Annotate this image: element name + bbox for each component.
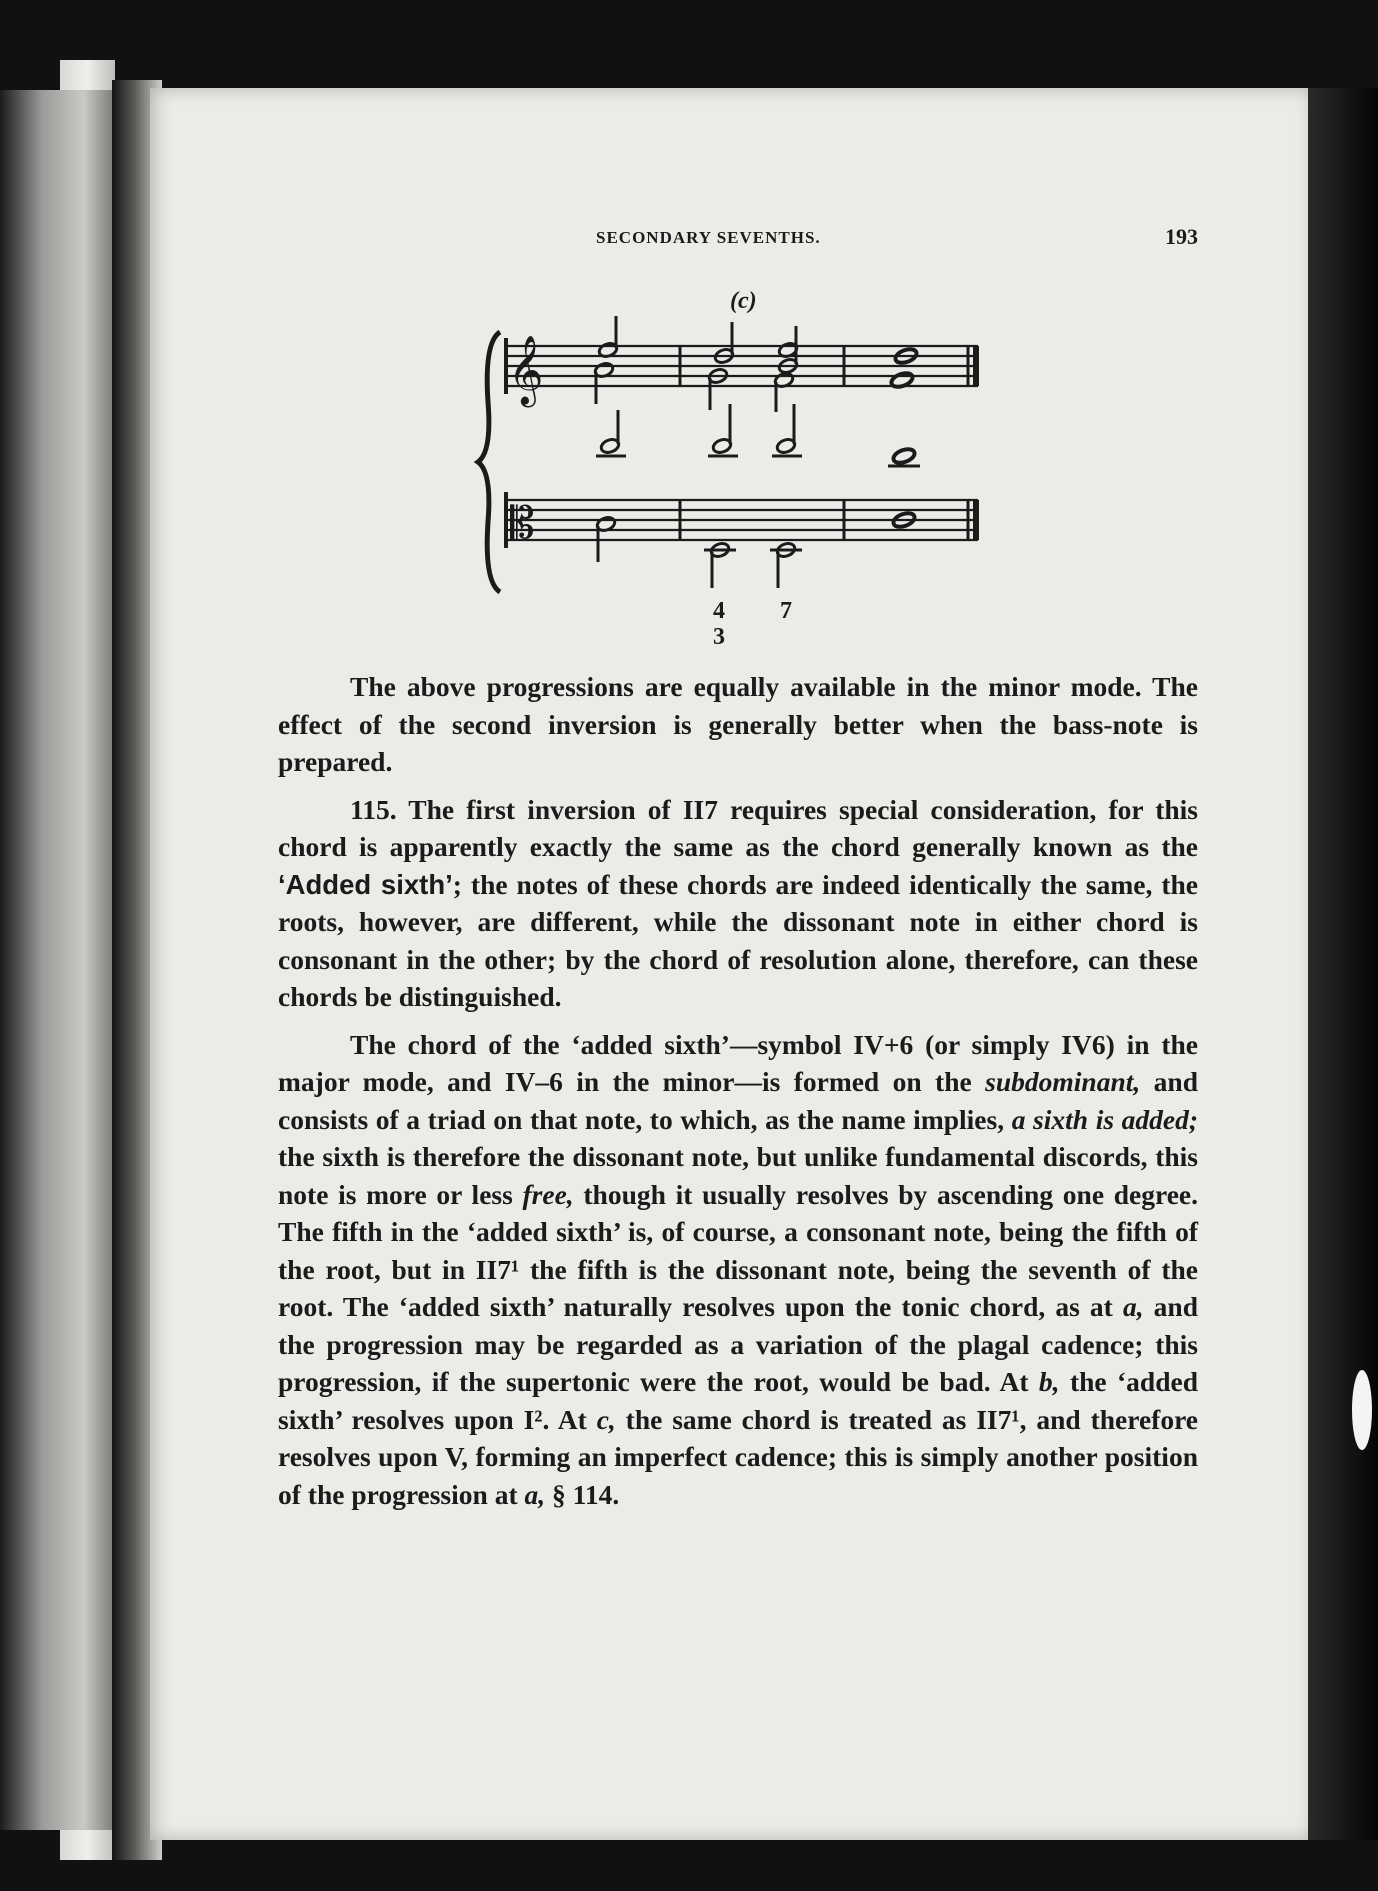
figured-bass-right: 7 — [780, 598, 792, 624]
body-text — [278, 668, 1198, 1513]
paragraph-3-part-7: the same chord is treated as II7¹, and therefore resolves upon V, forming an imperfect cadence; this is simply another position of the progression at — [278, 1403, 1198, 1510]
treble-clef-icon: 𝄞 — [508, 335, 544, 405]
bass-notes — [595, 511, 916, 588]
running-head-title: SECONDARY SEVENTHS. — [596, 228, 821, 247]
facing-page-shadow — [0, 90, 120, 1830]
example-label: (c) — [730, 288, 757, 314]
paragraph-115-part-1: 115. The first inversion of II7 requires special consideration, for this chord is apparently exactly the same as the chord generally known as the — [278, 793, 1198, 862]
paragraph-115-part-2: ; the notes of these chords are indeed identically the same, the roots, however, are different, while the dissonant note in either chord is consonant in the other; by the chord of resolution alone, therefore, can these chords be distinguished. — [278, 868, 1198, 1012]
paragraph-3-part-2: and consists of a triad on that note, to which, as the name implies, — [278, 1066, 1198, 1135]
paragraph-3-part-6: the ‘added sixth’ resolves upon I². At — [278, 1366, 1198, 1435]
paragraph-115 — [278, 791, 1198, 1016]
page-content — [278, 224, 1199, 1513]
letter-c: c, — [596, 1403, 616, 1435]
treble-notes — [593, 316, 918, 412]
tenor-notes — [596, 404, 920, 466]
paragraph-added-sixth — [278, 1026, 1198, 1514]
added-sixth-term: ‘Added sixth’ — [278, 868, 453, 900]
paragraph-3-part-3: the sixth is therefore the dissonant note, but unlike fundamental discords, this note is more or less — [278, 1141, 1198, 1210]
figured-bass-left-below: 3 — [713, 624, 725, 650]
letter-a-second: a, — [524, 1478, 546, 1510]
letter-b: b, — [1038, 1366, 1060, 1397]
paragraph-minor-mode: The above progressions are equally available in the minor mode. The effect of the second inversion is generally better when the bass-note is prepared. — [278, 671, 1198, 777]
bass-staff — [506, 492, 978, 548]
running-head — [278, 224, 1198, 268]
subdominant-term: subdominant, — [985, 1066, 1141, 1097]
c-clef-icon: 𝄡 — [510, 498, 535, 549]
music-example — [278, 272, 1198, 662]
paragraph-3-part-8: § 114. — [545, 1478, 620, 1510]
music-score — [278, 272, 1198, 662]
scan-artifact — [1352, 1370, 1372, 1450]
page-number: 193 — [1165, 224, 1198, 249]
letter-a: a, — [1122, 1291, 1144, 1322]
paragraph-3-part-1: The chord of the ‘added sixth’—symbol IV+6 (or simply IV6) in the major mode, and IV–6 in the minor—is formed on the — [278, 1028, 1198, 1097]
paragraph-3-part-4: though it usually resolves by ascending one degree. The fifth in the ‘added sixth’ is, of course, a consonant note, being the fifth of the root, but in II7¹ the fifth is the dissonant note, being the seventh of the root. The ‘added sixth’ naturally resolves upon the tonic chord, as at — [278, 1178, 1198, 1322]
free-term: free, — [522, 1178, 574, 1210]
sixth-is-added-term: a sixth is added; — [1011, 1103, 1199, 1135]
scan-right-edge — [1308, 88, 1378, 1840]
figured-bass-left: 4 — [713, 598, 725, 624]
paragraph-3-part-5: and the progression may be regarded as a variation of the plagal cadence; this progression, if the supertonic were the root, would be bad. At — [278, 1291, 1199, 1397]
system-brace — [478, 332, 500, 592]
